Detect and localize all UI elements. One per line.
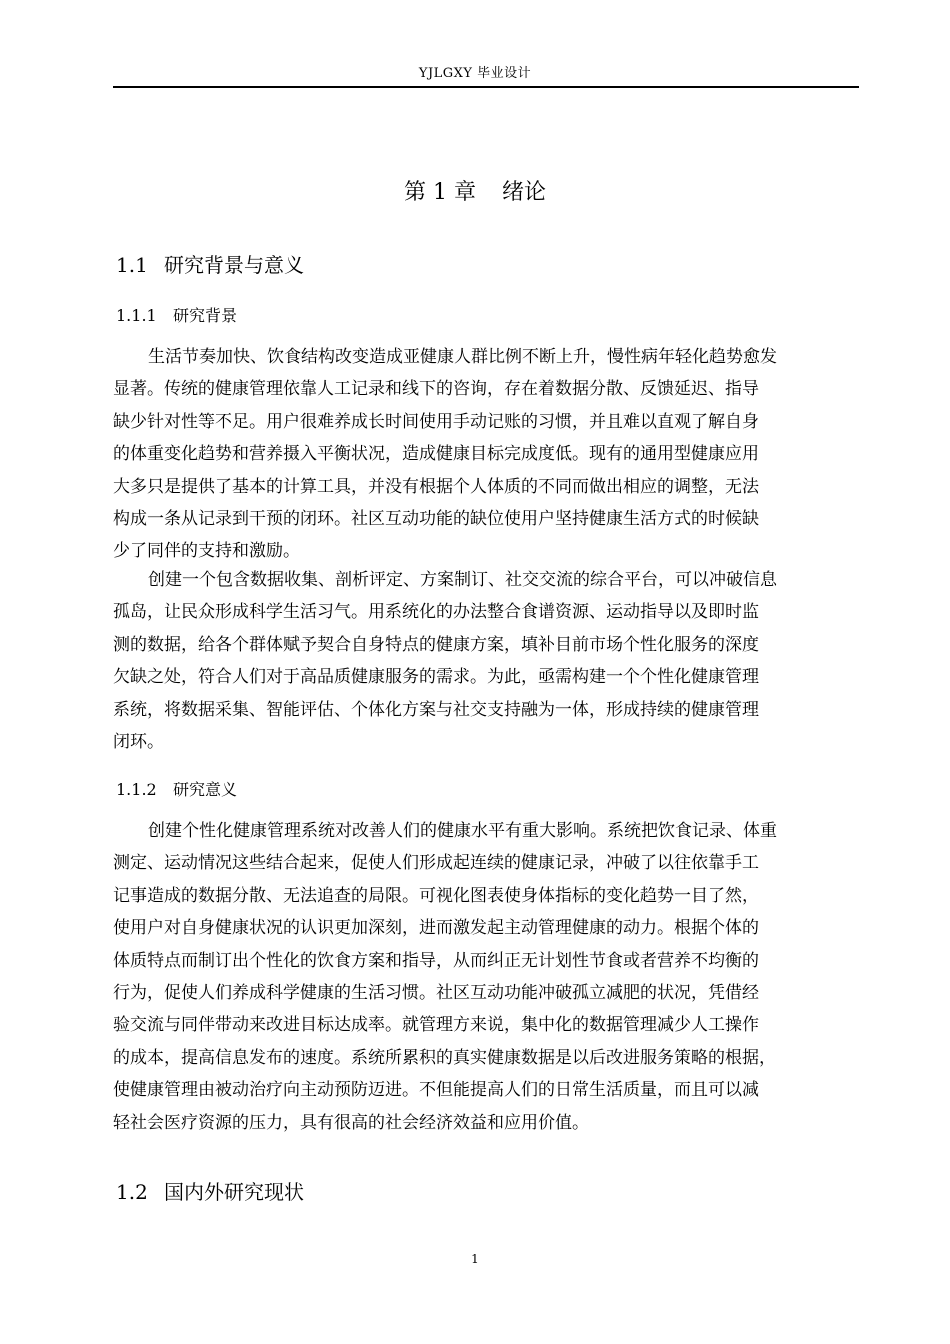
paragraph-background-1: 生活节奏加快、饮食结构改变造成亚健康人群比例不断上升，慢性病年轻化趋势愈发 显著。传统的健康管理依靠人工记录和线下的咨询，存在着数据分散、反馈延迟、指导 缺少针对性等不足。用户很难养成长时间使用手动记账的习惯，并且难以直观了解自身 的体重变化趋势和营养摄入平衡状况，造成健康目标完成度低。现有的通用型健康应用 大多只是提供了基本的计算工具，并没有根据个人体质的不同而做出相应的调整，无法 构成一条从记录到干预的闭环。社区互动功能的缺位使用户坚持健康生活方式的时候缺 少了同伴的支持和激励。 xyxy=(113,347,777,562)
subsection-number: 1.1.1 xyxy=(116,306,157,325)
chapter-number: 第 1 章 xyxy=(404,180,476,205)
paragraph-significance: 创建个性化健康管理系统对改善人们的健康水平有重大影响。系统把饮食记录、体重 测定、运动情况这些结合起来，促使人们形成起连续的健康记录，冲破了以往依靠手工 记事造成的数据分散、无法追查的局限。可视化图表使身体指标的变化趋势一目了然， 使用户对自身健康状况的认识更加深刻，进而激发起主动管理健康的动力。根据个体的 体质特点而制订出个性化的饮食方案和指导，从而纠正无计划性节食或者营养不均衡的 行为，促使人们养成科学健康的生活习惯。社区互动功能冲破孤立减肥的状况，凭借经 验交流与同伴带动来改进目标达成率。就管理方来说，集中化的数据管理减少人工操作 的成本，提高信息发布的速度。系统所累积的真实健康数据是以后改进服务策略的根据， 使健康管理由被动治疗向主动预防迈进。不但能提高人们的日常生活质量，而且可以减 轻社会医疗资源的压力，具有很高的社会经济效益和应用价值。 xyxy=(113,821,777,1133)
header-divider xyxy=(113,86,859,88)
section-number: 1.1 xyxy=(116,253,148,277)
subsection-title: 研究意义 xyxy=(173,780,238,799)
section-heading-1-1 xyxy=(116,251,304,279)
page-number: 1 xyxy=(471,1252,479,1266)
subsection-heading-1-1-2 xyxy=(116,779,237,801)
paragraph-background-2: 创建一个包含数据收集、剖析评定、方案制订、社交交流的综合平台，可以冲破信息 孤岛，让民众形成科学生活习气。用系统化的办法整合食谱资源、运动指导以及即时监 测的数据，给各个群体赋予契合自身特点的健康方案，填补目前市场个性化服务的深度 欠缺之处，符合人们对于高品质健康服务的需求。为此，亟需构建一个个性化健康管理 系统，将数据采集、智能评估、个体化方案与社交支持融为一体，形成持续的健康管理 闭环。 xyxy=(113,570,777,753)
subsection-title: 研究背景 xyxy=(173,306,238,325)
section-heading-1-2 xyxy=(116,1178,304,1206)
subsection-heading-1-1-1 xyxy=(116,305,237,327)
running-header: YJLGXY 毕业设计 xyxy=(418,66,532,81)
subsection-number: 1.1.2 xyxy=(116,780,157,799)
section-title: 研究背景与意义 xyxy=(164,253,304,277)
section-title: 国内外研究现状 xyxy=(164,1180,304,1204)
chapter-title xyxy=(0,178,950,208)
section-number: 1.2 xyxy=(116,1180,148,1204)
chapter-name: 绪论 xyxy=(501,180,546,205)
